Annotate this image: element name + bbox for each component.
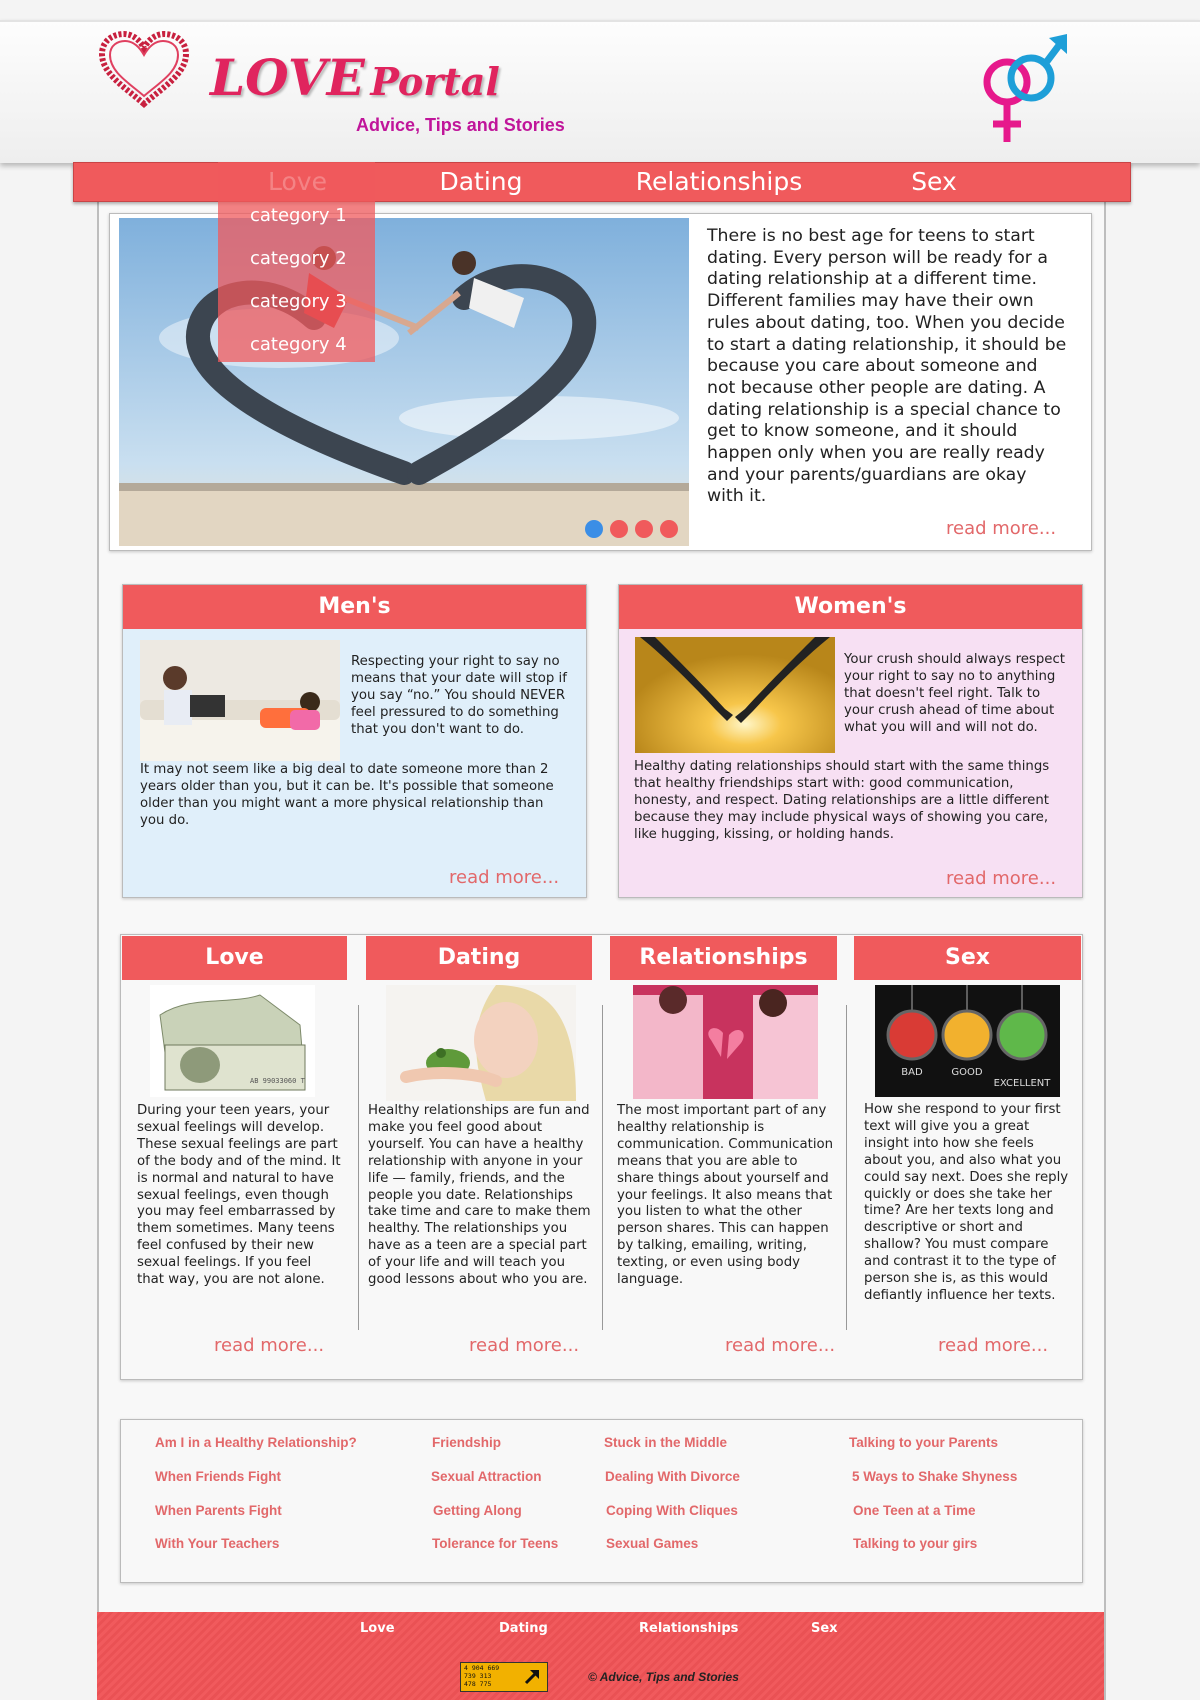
dropdown-item-category-4[interactable]: category 4 [250, 334, 347, 355]
site-logo[interactable] [210, 48, 500, 107]
bad-label: BAD [901, 1067, 923, 1078]
sex-read-more-link[interactable]: read more... [938, 1335, 1049, 1356]
related-link[interactable]: When Parents Fight [155, 1503, 282, 1518]
heart-logo-icon[interactable] [96, 30, 192, 112]
footer-link-love[interactable]: Love [360, 1621, 395, 1636]
dropdown-item-category-2[interactable]: category 2 [250, 248, 347, 269]
nav-dropdown-love [218, 162, 375, 362]
mens-intro-text: Respecting your right to say no means that your date will stop if you say “no.” You should NEVER feel pressured to do something that you don't want to do. [351, 654, 567, 737]
logo-text-portal: Portal [370, 59, 500, 104]
column-text-sex: How she respond to your first text will give you a great insight into how she feels about you, and also what you could say next. Does she reply quickly or does she take her time? Are her texts long and descriptive or short and shallow? You must compare and contrast it to the type of person she is, as this would defiantly influence her texts. [864, 1102, 1069, 1303]
related-link[interactable]: Dealing With Divorce [605, 1469, 740, 1484]
related-link[interactable]: Tolerance for Teens [432, 1536, 559, 1551]
column-divider [602, 1005, 603, 1330]
related-link[interactable]: Getting Along [433, 1503, 522, 1518]
logo-text-love: LOVE [210, 48, 365, 107]
column-divider [358, 1005, 359, 1330]
couple-broken-heart-image [633, 985, 818, 1099]
gender-symbols-icon [975, 30, 1071, 145]
mens-body-text: It may not seem like a big deal to date someone more than 2 years older than you, but it can be. It's possible that someone older than you might want a more physical relationship than you do. [140, 762, 554, 828]
arrow-icon [523, 1668, 541, 1686]
slide-dot-4[interactable] [660, 520, 678, 538]
couple-on-couch-image [140, 640, 340, 761]
related-link[interactable]: With Your Teachers [155, 1536, 280, 1551]
womens-read-more-link[interactable]: read more... [946, 868, 1057, 889]
footer-copyright: © Advice, Tips and Stories [588, 1670, 739, 1684]
counter-line: 478 775 [464, 1680, 492, 1688]
related-link[interactable]: 5 Ways to Shake Shyness [852, 1469, 1018, 1484]
related-link[interactable]: When Friends Fight [155, 1469, 281, 1484]
dating-read-more-link[interactable]: read more... [469, 1335, 580, 1356]
column-divider [846, 1005, 847, 1330]
womens-body-text: Healthy dating relationships should start with the same things that healthy friendships start with: good communication, honesty, and respect. Dating relationships are a little different because they may include physical ways of showing you care, like hugging, kissing, or holding hands. [634, 759, 1050, 842]
column-title-relationships[interactable]: Relationships [610, 936, 837, 980]
bad-good-excellent-image [875, 985, 1060, 1097]
love-read-more-link[interactable]: read more... [214, 1335, 325, 1356]
footer-link-dating[interactable]: Dating [499, 1621, 548, 1636]
nav-item-dating[interactable]: Dating [439, 167, 523, 196]
column-text-relationships: The most important part of any healthy relationship is communication. Communication means that you are able to share things about yourself and your feelings. It also means that you listen to what the other person shares. This can happen by talking, emailing, writing, texting, or even using body language. [617, 1103, 834, 1288]
dropdown-item-category-1[interactable]: category 1 [250, 205, 347, 226]
excellent-label: EXCELLENT [993, 1078, 1051, 1089]
nav-item-relationships[interactable]: Relationships [635, 167, 803, 196]
related-link[interactable]: Am I in a Healthy Relationship? [155, 1435, 357, 1450]
related-link[interactable]: Talking to your Parents [849, 1435, 999, 1450]
mens-read-more-link[interactable]: read more... [449, 867, 560, 888]
column-title-love[interactable]: Love [122, 936, 347, 980]
slide-dot-2[interactable] [610, 520, 628, 538]
column-title-sex[interactable]: Sex [854, 936, 1081, 980]
woman-kissing-frog-image [386, 985, 576, 1101]
site-footer [97, 1612, 1104, 1700]
featured-text: There is no best age for teens to start dating. Every person will be ready for a dating relationship at a different time. Different families may have their own rules about dating, too. When you decide to start a dating relationship, it should be because you care about someone and not because other people are dating. A dating relationship is a special chance to get to know someone, and it should happen only when you are really ready and your parents/guardians are okay with it. [707, 226, 1067, 507]
column-text-dating: Healthy relationships are fun and make you feel good about yourself. You can have a healthy relationship with anyone in your life — family, friends, and the people you date. Relationships take time and care to make them healthy. The relationships you have as a teen are a special part of your life and will teach you good lessons about who you are. [368, 1103, 591, 1288]
dollar-serial-number: AB 99033060 T [250, 1077, 305, 1085]
good-label: GOOD [951, 1067, 983, 1078]
relationships-read-more-link[interactable]: read more... [725, 1335, 836, 1356]
related-link[interactable]: Friendship [432, 1435, 502, 1450]
counter-line: 739 313 [464, 1672, 492, 1680]
mens-box [122, 584, 587, 898]
footer-link-relationships[interactable]: Relationships [639, 1621, 739, 1636]
related-link[interactable]: Sexual Attraction [431, 1469, 542, 1484]
womens-box-title: Women's [619, 585, 1082, 629]
related-link[interactable]: Sexual Games [606, 1536, 699, 1551]
related-link[interactable]: One Teen at a Time [853, 1503, 976, 1518]
jumping-couple-heart-image [119, 218, 689, 546]
site-tagline: Advice, Tips and Stories [356, 115, 565, 135]
counter-line: 4 904 669 [464, 1664, 500, 1672]
slide-image[interactable] [119, 218, 689, 546]
slide-dot-1[interactable] [585, 520, 603, 538]
nav-item-sex[interactable]: Sex [911, 167, 957, 196]
featured-read-more-link[interactable]: read more... [946, 518, 1057, 539]
mens-box-title: Men's [123, 585, 586, 629]
footer-link-sex[interactable]: Sex [811, 1621, 838, 1636]
related-link[interactable]: Coping With Cliques [606, 1503, 738, 1518]
related-link[interactable]: Talking to your girs [853, 1536, 978, 1551]
column-title-dating[interactable]: Dating [366, 936, 592, 980]
dropdown-item-category-3[interactable]: category 3 [250, 291, 347, 312]
related-link[interactable]: Stuck in the Middle [604, 1435, 728, 1450]
slide-dot-3[interactable] [635, 520, 653, 538]
column-text-love: During your teen years, your sexual feelings will develop. These sexual feelings are part of the body and of the mind. It is normal and natural to have sexual feelings, even though you may feel embarrassed by them sometimes. Many teens feel confused by their new sexual feelings. If you feel that way, you are not alone. [137, 1103, 341, 1288]
womens-box [618, 584, 1083, 898]
visitor-counter-badge[interactable] [460, 1662, 548, 1692]
womens-intro-text: Your crush should always respect your right to say no to anything that doesn't feel right. Talk to your crush ahead of time about what you will and will not do. [844, 652, 1065, 735]
holding-hands-sunset-image [635, 637, 835, 753]
folded-dollar-heart-image [150, 985, 315, 1097]
